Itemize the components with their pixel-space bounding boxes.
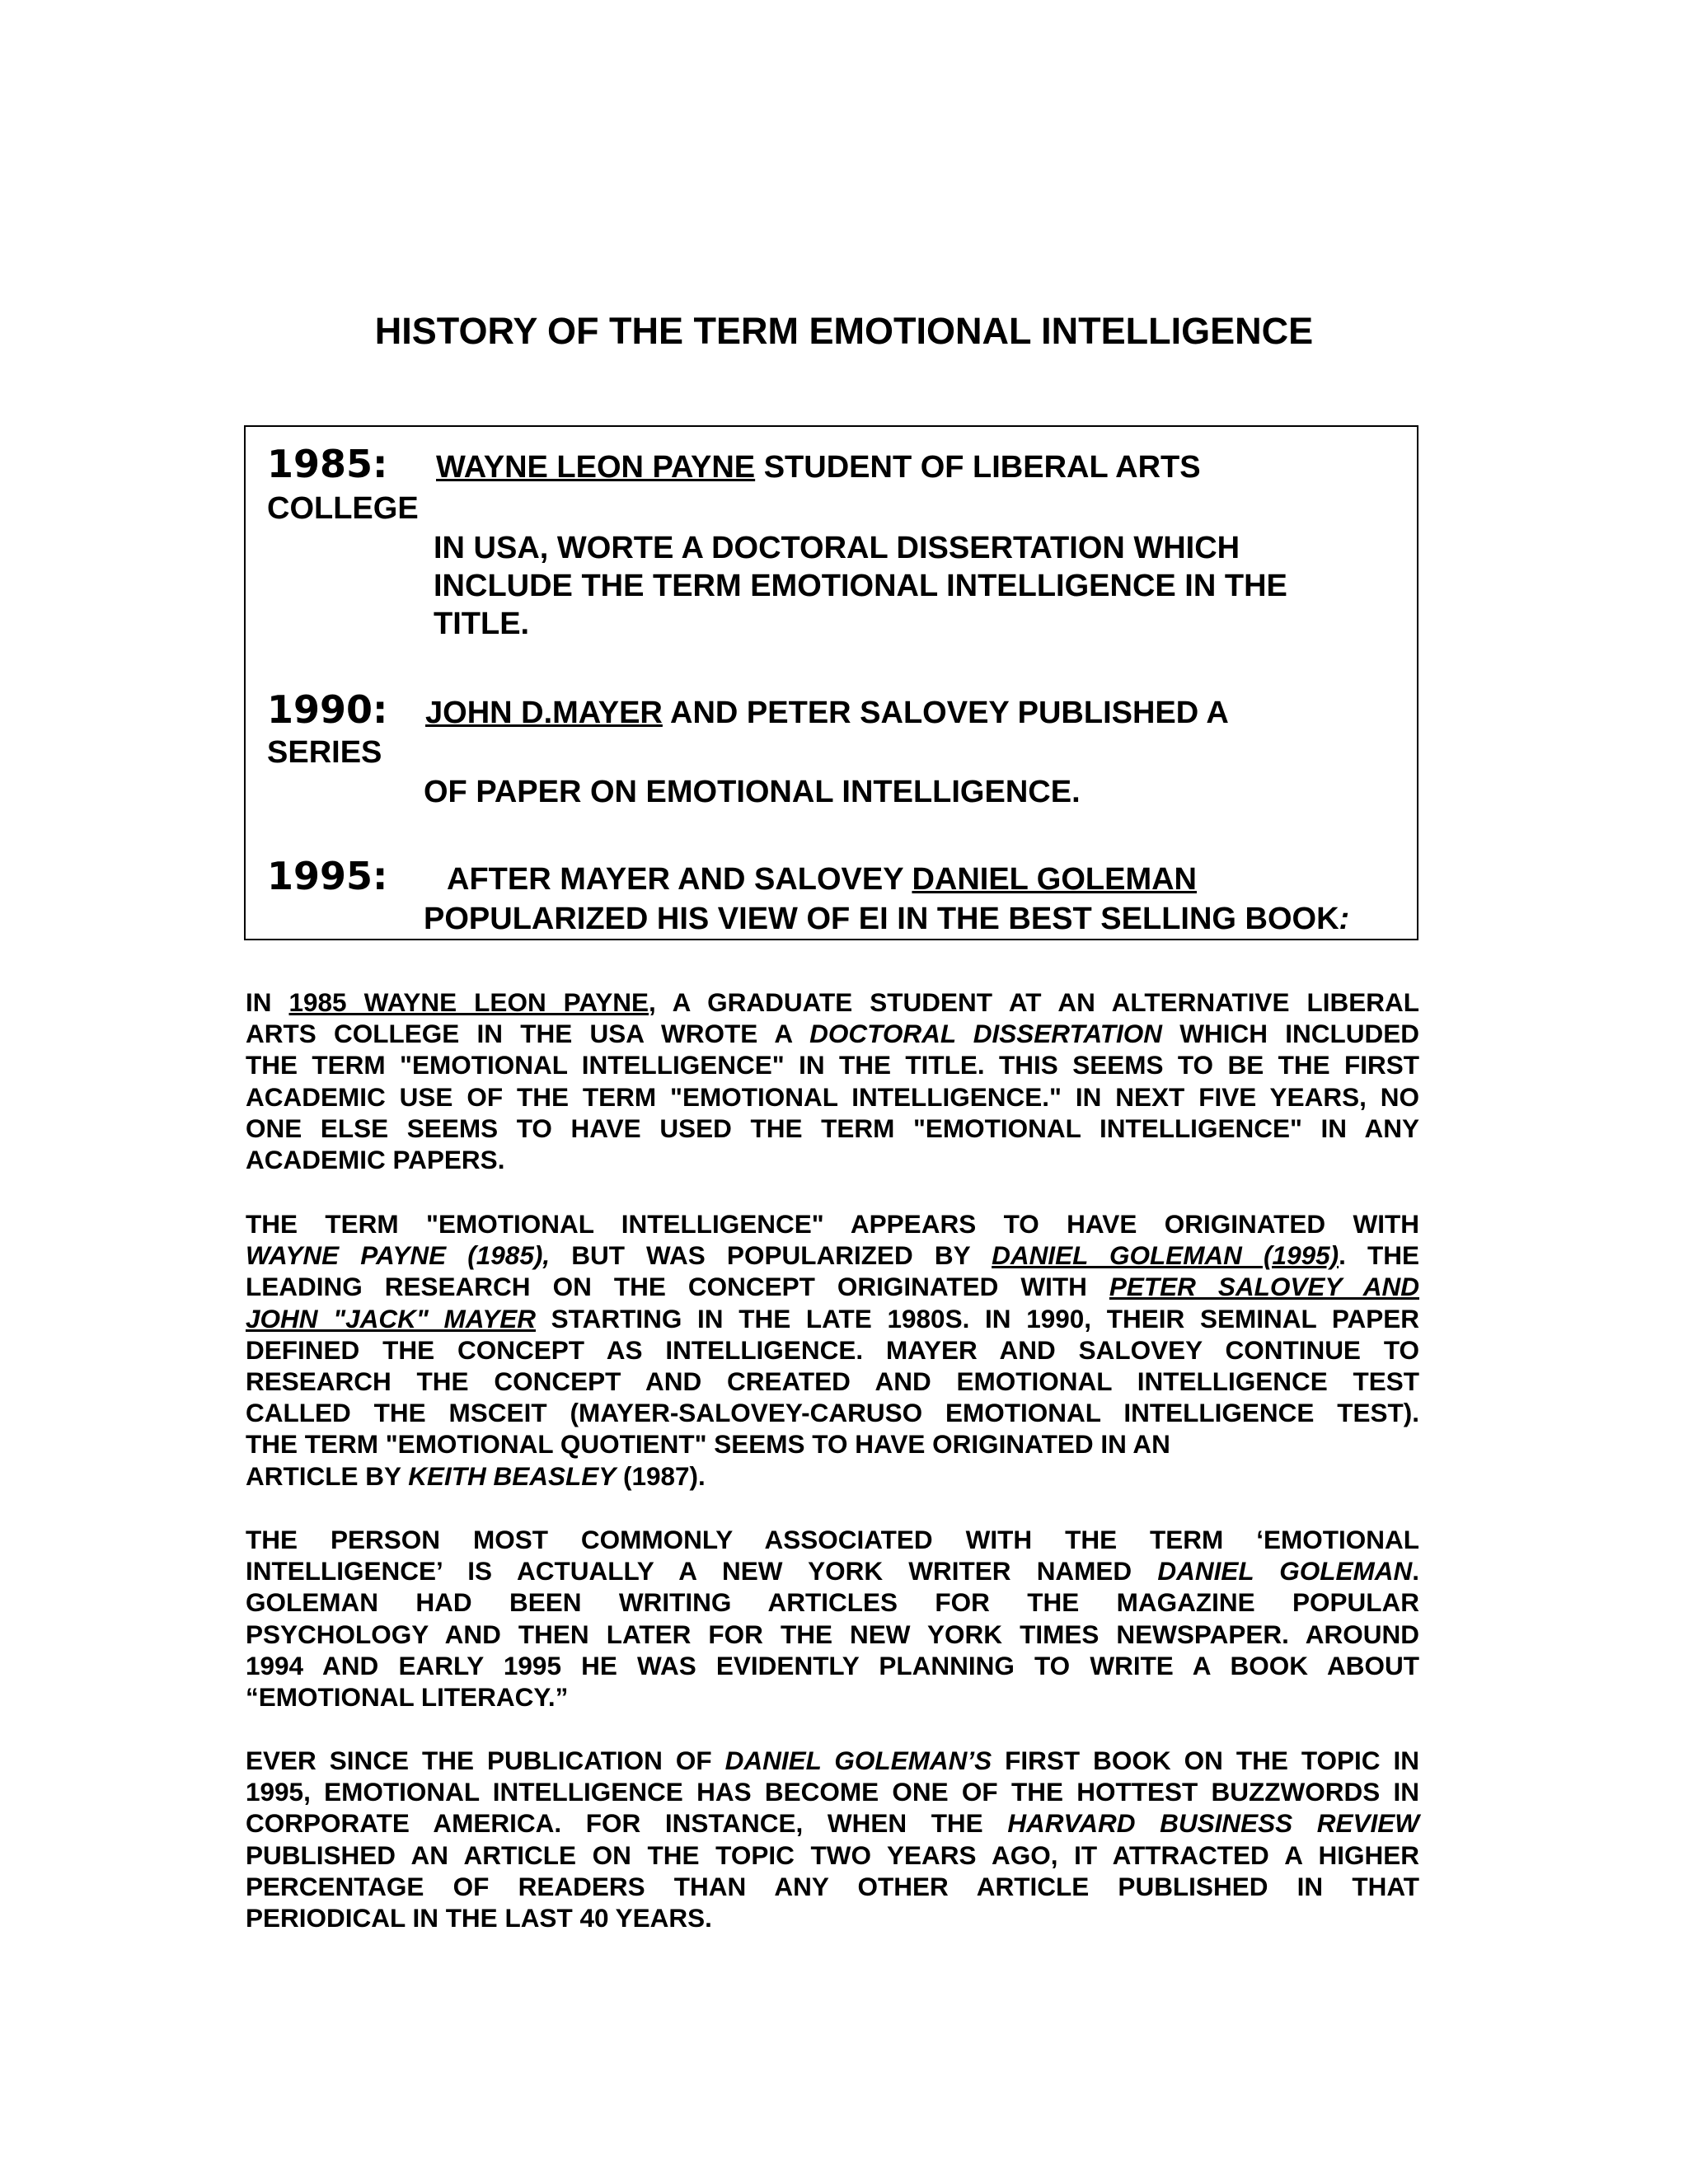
text-line: PERIODICAL IN THE LAST 40 YEARS.: [246, 1903, 712, 1933]
text-line: IN 1985 WAYNE LEON PAYNE, A GRADUATE STUDENT AT AN ALTERNATIVE LIBERAL: [246, 987, 1419, 1017]
text-line: THE TERM "EMOTIONAL INTELLIGENCE" APPEARS TO HAVE ORIGINATED WITH: [246, 1209, 1419, 1239]
text-line: 1995, EMOTIONAL INTELLIGENCE HAS BECOME ONE OF THE HOTTEST BUZZWORDS IN: [246, 1777, 1419, 1807]
text-line: ARTICLE BY KEITH BEASLEY (1987).: [246, 1460, 706, 1491]
text-line: CORPORATE AMERICA. FOR INSTANCE, WHEN THE HARVARD BUSINESS REVIEW: [246, 1808, 1419, 1839]
text-line: WAYNE PAYNE (1985), BUT WAS POPULARIZED BY DANIEL GOLEMAN (1995). THE: [246, 1240, 1419, 1271]
entry-text: INCLUDE THE TERM EMOTIONAL INTELLIGENCE IN THE: [434, 569, 1287, 603]
text-line: THE TERM "EMOTIONAL INTELLIGENCE" IN THE TITLE. THIS SEEMS TO BE THE FIRST: [246, 1050, 1419, 1080]
entry-text: :: [1339, 902, 1350, 936]
text-line: EVER SINCE THE PUBLICATION OF DANIEL GOLEMAN’S FIRST BOOK ON THE TOPIC IN: [246, 1746, 1420, 1775]
timeline-entry-1995: [267, 854, 1197, 898]
text-line: ONE ELSE SEEMS TO HAVE USED THE TERM "EMOTIONAL INTELLIGENCE" IN ANY: [246, 1113, 1419, 1143]
timeline-entry-1990: [267, 687, 1229, 732]
paragraph-2: [246, 1208, 1419, 1492]
text-line: PUBLISHED AN ARTICLE ON THE TOPIC TWO YEARS AGO, IT ATTRACTED A HIGHER: [246, 1840, 1419, 1870]
text-line: CALLED THE MSCEIT (MAYER-SALOVEY-CARUSO EMOTIONAL INTELLIGENCE TEST).: [246, 1398, 1419, 1428]
entry-text: OF PAPER ON EMOTIONAL INTELLIGENCE.: [424, 775, 1081, 809]
year-label: 1995:: [267, 854, 388, 898]
paragraph-3: [246, 1524, 1419, 1713]
entry-text: SERIES: [267, 735, 382, 770]
text-line: THE TERM "EMOTIONAL QUOTIENT" SEEMS TO HAVE ORIGINATED IN AN: [246, 1429, 1170, 1460]
page-title: HISTORY OF THE TERM EMOTIONAL INTELLIGENCE: [374, 310, 1314, 352]
paragraph-1: [246, 987, 1419, 1175]
entry-text: [424, 900, 1349, 938]
text-line: LEADING RESEARCH ON THE CONCEPT ORIGINATED WITH PETER SALOVEY AND: [246, 1272, 1419, 1302]
text-line: JOHN "JACK" MAYER STARTING IN THE LATE 1980S. IN 1990, THEIR SEMINAL PAPER: [246, 1303, 1420, 1333]
entry-text: AFTER MAYER AND SALOVEY: [447, 862, 912, 897]
text-line: RESEARCH THE CONCEPT AND CREATED AND EMOTIONAL INTELLIGENCE TEST: [246, 1366, 1419, 1397]
paragraph-4: [246, 1745, 1419, 1933]
text-line: ACADEMIC USE OF THE TERM "EMOTIONAL INTELLIGENCE." IN NEXT FIVE YEARS, NO: [246, 1081, 1419, 1112]
entry-text: COLLEGE: [267, 491, 419, 526]
timeline-box: [244, 425, 1418, 940]
year-label: 1990:: [267, 687, 388, 732]
text-line: “EMOTIONAL LITERACY.”: [246, 1682, 569, 1713]
text-line: PSYCHOLOGY AND THEN LATER FOR THE NEW YORK TIMES NEWSPAPER. AROUND: [246, 1619, 1419, 1649]
text-line: INTELLIGENCE’ IS ACTUALLY A NEW YORK WRITER NAMED DANIEL GOLEMAN.: [246, 1556, 1419, 1586]
entry-text: IN USA, WORTE A DOCTORAL DISSERTATION WHICH: [434, 531, 1240, 565]
text-line: ACADEMIC PAPERS.: [246, 1145, 505, 1175]
person-name: WAYNE LEON PAYNE: [436, 450, 756, 485]
text-line: PERCENTAGE OF READERS THAN ANY OTHER ARTICLE PUBLISHED IN THAT: [246, 1871, 1419, 1901]
year-label: 1985:: [267, 442, 388, 486]
person-name: DANIEL GOLEMAN: [912, 862, 1197, 897]
entry-text: POPULARIZED HIS VIEW OF EI IN THE BEST SELLING BOOK: [424, 902, 1339, 936]
text-line: ARTS COLLEGE IN THE USA WROTE A DOCTORAL DISSERTATION WHICH INCLUDED: [246, 1019, 1419, 1049]
text-line: THE PERSON MOST COMMONLY ASSOCIATED WITH THE TERM ‘EMOTIONAL: [246, 1525, 1419, 1554]
timeline-entry-1985: [267, 442, 1201, 486]
entry-text: AND PETER SALOVEY PUBLISHED A: [662, 696, 1229, 730]
person-name: JOHN D.MAYER: [425, 696, 663, 730]
text-line: GOLEMAN HAD BEEN WRITING ARTICLES FOR THE MAGAZINE POPULAR: [246, 1587, 1419, 1618]
entry-text: TITLE.: [434, 607, 530, 641]
text-line: DEFINED THE CONCEPT AS INTELLIGENCE. MAYER AND SALOVEY CONTINUE TO: [246, 1334, 1419, 1365]
text-line: 1994 AND EARLY 1995 HE WAS EVIDENTLY PLANNING TO WRITE A BOOK ABOUT: [246, 1650, 1419, 1680]
entry-text: STUDENT OF LIBERAL ARTS: [755, 450, 1201, 485]
